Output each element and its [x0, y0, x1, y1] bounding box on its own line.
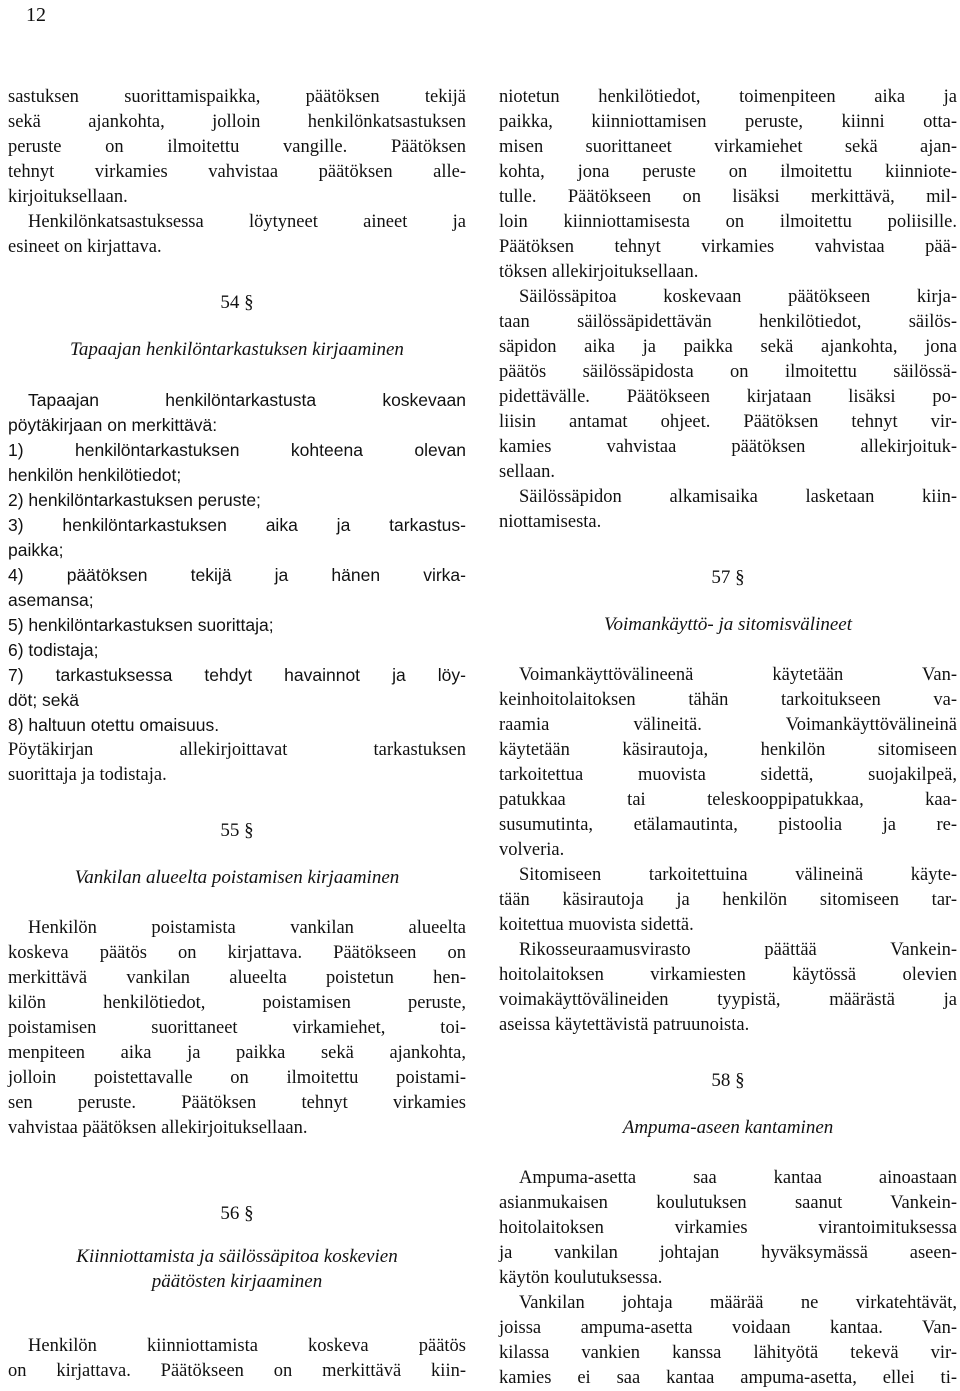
section-56-body: [8, 1334, 466, 1384]
text-line: kilassa vankien kanssa lähityötä tekevä vir-: [499, 1343, 957, 1363]
text-line: 3) henkilöntarkastuksen aika ja tarkastus-: [8, 515, 466, 535]
section-title: Voimankäyttö- ja sitomisvälineet: [603, 614, 852, 635]
text-line: Sitomiseen tarkoitettuina välineinä käyte-: [519, 865, 957, 885]
text-line: taan säilössäpidettävän henkilötiedot, säilös-: [499, 312, 957, 332]
text-line: suorittaja ja todistaja.: [8, 765, 167, 785]
text-line: niottamisesta.: [499, 512, 602, 532]
section-title-line: Kiinniottamista ja säilössäpitoa koskevien: [76, 1246, 398, 1267]
text-line: Henkilön kiinniottamista koskeva päätös: [28, 1336, 466, 1356]
section-57-body: [499, 663, 957, 1038]
text-line: kohta, jona peruste on ilmoitettu kiinniote-: [499, 162, 957, 182]
text-line: keinhoitolaitoksen tähän tarkoitukseen va-: [499, 690, 957, 710]
text-line: liisin antamat ohjeet. Päätöksen tehnyt vir-: [499, 412, 957, 432]
text-line: aseissa käytettävistä patruunoista.: [499, 1015, 750, 1035]
text-line: Tapaajan henkilöntarkastusta koskevaan: [28, 390, 466, 410]
text-line: misen suorittaneet virkamiehet sekä ajan-: [499, 137, 957, 157]
text-line: pidettävälle. Päätökseen kirjataan lisäksi po-: [499, 387, 957, 407]
text-line: pöytäkirjaan on merkittävä:: [8, 415, 218, 435]
text-line: koitettua muovista sidettä.: [499, 915, 694, 935]
left-column: [8, 85, 466, 1384]
text-line: päätös säilössäpidosta on ilmoitettu säilössä-: [499, 362, 957, 382]
text-line: Voimankäyttövälineenä käytetään Van-: [519, 665, 957, 685]
text-line: 7) tarkastuksessa tehdyt havainnot ja löy-: [8, 665, 466, 685]
text-line: Henkilön poistamista vankilan alueelta: [28, 918, 466, 938]
text-line: esineet on kirjattava.: [8, 237, 162, 257]
section-title: [8, 1244, 466, 1294]
text-line: Säilössäpitoa koskevaan päätökseen kirja-: [519, 287, 957, 307]
text-line: 6) todistaja;: [8, 640, 99, 660]
text-line: menpiteen aika ja paikka sekä ajankohta,: [8, 1043, 466, 1063]
section-number: 57 §: [711, 567, 745, 588]
section-number: 58 §: [711, 1070, 745, 1091]
section-58-body: [499, 1166, 957, 1391]
text-line: 1) henkilöntarkastuksen kohteena olevan: [8, 440, 466, 460]
text-line: 2) henkilöntarkastuksen peruste;: [8, 490, 261, 510]
text-line: kamies vahvistaa päätöksen allekirjoituk-: [499, 437, 957, 457]
text-line: döt; sekä: [8, 690, 80, 710]
text-line: Säilössäpidon alkamisaika lasketaan kiin-: [519, 487, 957, 507]
text-line: niotetun henkilötiedot, toimenpiteen aika ja: [499, 87, 957, 107]
text-line: patukkaa tai teleskooppipatukkaa, kaa-: [499, 790, 957, 810]
text-line: käytetään käsirautoja, henkilön sitomiseen: [499, 740, 957, 760]
section-54-closing: [8, 738, 466, 788]
text-line: volveria.: [499, 840, 565, 860]
section-title-line: päätösten kirjaaminen: [151, 1271, 323, 1292]
section-number: 54 §: [220, 292, 254, 313]
text-line: susumutinta, etälamautinta, pistoolia ja re-: [499, 815, 957, 835]
right-intro-paragraph: [499, 85, 957, 535]
text-line: hoitolaitoksen virkamiesten käytössä olevien: [499, 965, 957, 985]
text-line: koskeva päätös on kirjattava. Päätökseen on: [8, 943, 466, 963]
section-title: Vankilan alueelta poistamisen kirjaaminen: [74, 867, 400, 888]
page-number: 12: [26, 4, 46, 26]
text-line: Rikosseuraamusvirasto päättää Vankein-: [519, 940, 957, 960]
text-line: tarkoitettua muovista sidettä, suojakilpeä,: [499, 765, 957, 785]
text-line: voimakäyttövälineiden tyypistä, määrästä ja: [499, 990, 957, 1010]
text-line: sellaan.: [499, 462, 555, 482]
text-line: kamies ei saa kantaa ampuma-asetta, ellei ti-: [499, 1368, 957, 1388]
text-line: sastuksen suorittamispaikka, päätöksen tekijä: [8, 87, 466, 107]
section-55-body: [8, 916, 466, 1141]
section-number: 56 §: [220, 1203, 254, 1224]
text-line: 5) henkilöntarkastuksen suorittaja;: [8, 615, 274, 635]
text-line: tehnyt virkamies vahvistaa päätöksen alle-: [8, 162, 466, 182]
section-54-body: [8, 388, 466, 738]
text-line: vahvistaa päätöksen allekirjoituksellaan.: [8, 1118, 308, 1138]
text-line: Päätöksen tehnyt virkamies vahvistaa pää-: [499, 237, 957, 257]
text-line: kirjoituksellaan.: [8, 187, 128, 207]
section-title: Ampuma-aseen kantaminen: [622, 1117, 834, 1138]
right-column: [499, 85, 957, 1391]
text-line: Pöytäkirjan allekirjoittavat tarkastuksen: [8, 740, 466, 760]
text-line: joissa ampuma-asetta voidaan kantaa. Van-: [499, 1318, 957, 1338]
text-line: töksen allekirjoituksellaan.: [499, 262, 699, 282]
text-line: 8) haltuun otettu omaisuus.: [8, 715, 220, 735]
text-line: loin kiinniottamisesta on ilmoitettu poliisille.: [499, 212, 957, 232]
text-line: 4) päätöksen tekijä ja hänen virka-: [8, 565, 466, 585]
text-line: ja vankilan johtajan hyväksymässä aseen-: [499, 1243, 957, 1263]
text-line: säpidon aika ja paikka sekä ajankohta, jona: [499, 337, 957, 357]
text-line: jolloin poistettavalle on ilmoitettu poistami-: [8, 1068, 466, 1088]
text-line: poistamisen suorittaneet virkamiehet, toi-: [8, 1018, 466, 1038]
left-intro-paragraph: [8, 85, 466, 260]
text-line: Vankilan johtaja määrää ne virkatehtävät,: [519, 1293, 957, 1313]
text-line: tulle. Päätökseen on lisäksi merkittävä, mil-: [499, 187, 957, 207]
text-line: peruste on ilmoitettu vangille. Päätöksen: [8, 137, 466, 157]
text-line: hoitolaitoksen virkamies virantoimituksessa: [499, 1218, 957, 1238]
text-line: käytön koulutuksessa.: [499, 1268, 663, 1288]
text-line: Ampuma-asetta saa kantaa ainoastaan: [519, 1168, 957, 1188]
text-line: paikka;: [8, 540, 64, 560]
text-line: paikka, kiinniottamisen peruste, kiinni otta-: [499, 112, 957, 132]
section-title: Tapaajan henkilöntarkastuksen kirjaaminen: [70, 339, 404, 360]
text-line: asemansa;: [8, 590, 94, 610]
text-line: asianmukaisen koulutuksen saanut Vankein-: [499, 1193, 957, 1213]
text-line: Henkilönkatsastuksessa löytyneet aineet ja: [28, 212, 466, 232]
text-line: kilön henkilötiedot, poistamisen peruste,: [8, 993, 466, 1013]
text-line: sekä ajankohta, jolloin henkilönkatsastuksen: [8, 112, 466, 132]
text-line: on kirjattava. Päätökseen on merkittävä kiin-: [8, 1361, 466, 1381]
text-line: sen peruste. Päätöksen tehnyt virkamies: [8, 1093, 466, 1113]
text-line: tään käsirautoja ja henkilön sitomiseen tar-: [499, 890, 957, 910]
text-line: henkilön henkilötiedot;: [8, 465, 182, 485]
section-number: 55 §: [220, 820, 254, 841]
text-line: raamia välineitä. Voimankäyttövälineinä: [499, 715, 957, 735]
text-line: merkittävä vankilan alueelta poistetun hen-: [8, 968, 466, 988]
